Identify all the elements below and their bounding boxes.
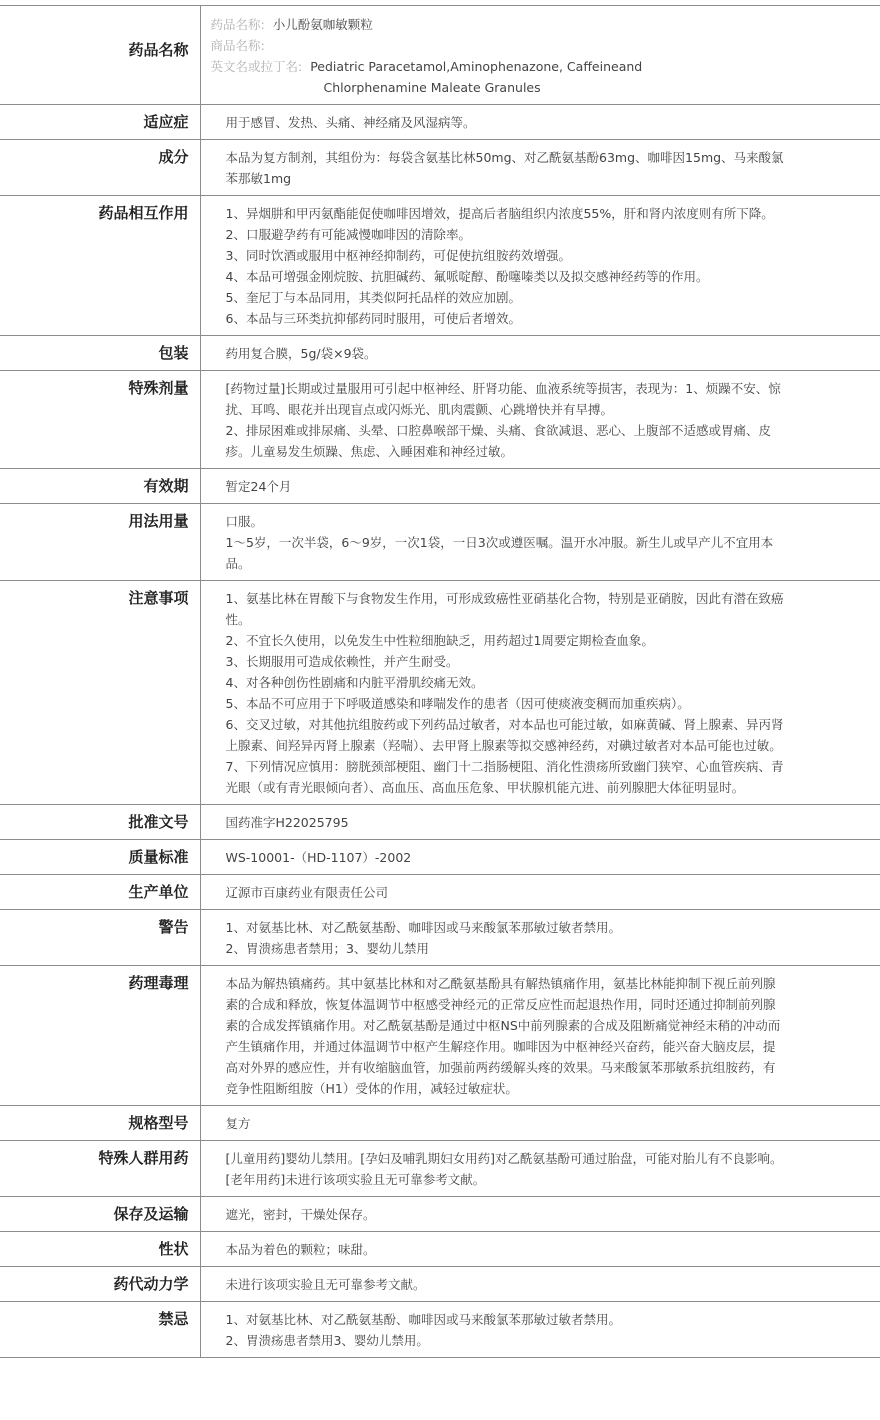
drug-info-table-body	[0, 6, 880, 1358]
row-value	[200, 140, 880, 196]
row-value	[200, 1141, 880, 1197]
row-label: 规格型号	[0, 1106, 200, 1141]
row-value	[200, 1197, 880, 1232]
row-value	[200, 105, 880, 140]
row-label: 警告	[0, 910, 200, 966]
row-label: 性状	[0, 1232, 200, 1267]
row-value-line: 3、同时饮酒或服用中枢神经抑制药，可促使抗组胺药效增强。	[225, 248, 571, 263]
info-row	[0, 371, 880, 469]
row-value	[200, 966, 880, 1106]
row-label: 药品相互作用	[0, 196, 200, 336]
row-value-line: 国药准字H22025795	[225, 815, 349, 830]
row-value-line: 未进行该项实验且无可靠参考文献。	[225, 1277, 426, 1292]
row-value-line: 口服。	[225, 514, 264, 529]
info-row	[0, 469, 880, 504]
info-row	[0, 1106, 880, 1141]
row-value-line: 遮光，密封，干燥处保存。	[225, 1207, 376, 1222]
row-value	[200, 504, 880, 581]
drug-name-block	[200, 6, 880, 105]
row-value-line: 4、本品可增强金刚烷胺、抗胆碱药、氟哌啶醇、酚噻嗪类以及拟交感神经药等的作用。	[225, 269, 709, 284]
drug-info-table	[0, 5, 880, 1358]
row-value-line: 2、口服避孕药有可能减慢咖啡因的清除率。	[225, 227, 471, 242]
info-row	[0, 196, 880, 336]
row-value-line: 1、对氨基比林、对乙酰氨基酚、咖啡因或马来酸氯苯那敏过敏者禁用。	[225, 920, 621, 935]
row-label: 保存及运输	[0, 1197, 200, 1232]
row-label: 药代动力学	[0, 1267, 200, 1302]
english-name-line	[211, 56, 871, 77]
row-value-line: 用于感冒、发热、头痛、神经痛及风湿病等。	[225, 115, 476, 130]
row-value	[200, 840, 880, 875]
row-value-line: 暂定24个月	[225, 479, 292, 494]
row-value	[200, 805, 880, 840]
row-label: 禁忌	[0, 1302, 200, 1358]
info-row	[0, 504, 880, 581]
row-value	[200, 875, 880, 910]
row-value-line: 1、异烟肼和甲丙氨酯能促使咖啡因增效，提高后者脑组织内浓度55%，肝和肾内浓度则有所下降。	[225, 206, 774, 221]
row-value	[200, 1302, 880, 1358]
row-value-line: 6、交叉过敏，对其他抗组胺药或下列药品过敏者，对本品也可能过敏，如麻黄碱、肾上腺素、异丙肾上腺素、间羟异丙肾上腺素（羟喘）、去甲肾上腺素等拟交感神经药，对碘过敏者对本品可能也过敏。	[225, 717, 784, 753]
row-label: 质量标准	[0, 840, 200, 875]
row-value-line: 4、对各种创伤性剧痛和内脏平滑肌绞痛无效。	[225, 675, 484, 690]
english-name-value-line1: Pediatric Paracetamol,Aminophenazone, Caffeineand	[310, 59, 643, 74]
info-row	[0, 1232, 880, 1267]
row-value	[200, 196, 880, 336]
english-name-key: 英文名或拉丁名:	[210, 59, 303, 74]
info-row	[0, 840, 880, 875]
info-row	[0, 1141, 880, 1197]
info-row	[0, 966, 880, 1106]
row-value-line: 5、奎尼丁与本品同用，其类似阿托品样的效应加剧。	[225, 290, 521, 305]
row-value-line: 1、对氨基比林、对乙酰氨基酚、咖啡因或马来酸氯苯那敏过敏者禁用。	[225, 1312, 621, 1327]
row-value-line: 2、不宜长久使用，以免发生中性粒细胞缺乏，用药超过1周要定期检查血象。	[225, 633, 654, 648]
info-row	[0, 140, 880, 196]
row-label: 批准文号	[0, 805, 200, 840]
row-value-line: 辽源市百康药业有限责任公司	[225, 885, 389, 900]
row-value-line: 复方	[225, 1116, 251, 1131]
generic-name-value: 小儿酚氨咖敏颗粒	[272, 17, 373, 32]
row-value-line: 6、本品与三环类抗抑郁药同时服用，可使后者增效。	[225, 311, 521, 326]
info-row	[0, 1302, 880, 1358]
info-row	[0, 581, 880, 805]
row-drug-name	[0, 6, 880, 105]
row-label-drug-name: 药品名称	[0, 6, 200, 105]
info-row	[0, 336, 880, 371]
row-value	[200, 1106, 880, 1141]
row-label: 适应症	[0, 105, 200, 140]
info-row	[0, 1267, 880, 1302]
row-value-line: 1～5岁，一次半袋，6～9岁，一次1袋，一日3次或遵医嘱。温开水冲服。新生儿或早产儿不宜用本品。	[225, 535, 774, 571]
row-value-line: 本品为解热镇痛药。其中氨基比林和对乙酰氨基酚具有解热镇痛作用，氨基比林能抑制下视丘前列腺素的合成和释放，恢复体温调节中枢感受神经元的正常反应性而起退热作用，同时还通过抑制前列腺素的合成发挥镇痛作用。对乙酰氨基酚是通过中枢NS中前列腺素的合成及阻断痛觉神经末稍的冲动而产生镇痛作用，并通过体温调节中枢产生解痉作用。咖啡因为中枢神经兴奋药，能兴奋大脑皮层，提高对外界的感应性，并有收缩脑血管，加强前两药缓解头疼的效果。马来酸氯苯那敏系抗组胺药，有竞争性阻断组胺（H1）受体的作用，减轻过敏症状。	[225, 976, 781, 1096]
row-value-line: [儿童用药]婴幼儿禁用。[孕妇及哺乳期妇女用药]对乙酰氨基酚可通过胎盘，可能对胎儿有不良影响。[老年用药]未进行该项实验且无可靠参考文献。	[225, 1151, 783, 1187]
row-value	[200, 469, 880, 504]
info-row	[0, 910, 880, 966]
row-value-line: 药用复合膜，5g/袋×9袋。	[225, 346, 377, 361]
row-value-line: 2、胃溃疡患者禁用3、婴幼儿禁用。	[225, 1333, 429, 1348]
row-value-line: [药物过量]长期或过量服用可引起中枢神经、肝肾功能、血液系统等损害，表现为：1、烦躁不安、惊扰、耳鸣、眼花并出现盲点或闪烁光、肌肉震颤、心跳增快并有早搏。	[225, 381, 781, 417]
info-row	[0, 805, 880, 840]
info-row	[0, 105, 880, 140]
row-value	[200, 581, 880, 805]
row-value-line: 3、长期服用可造成依赖性，并产生耐受。	[225, 654, 459, 669]
generic-name-key: 药品名称:	[210, 17, 265, 32]
row-label: 生产单位	[0, 875, 200, 910]
row-label: 特殊人群用药	[0, 1141, 200, 1197]
info-row	[0, 875, 880, 910]
english-name-value-line2: Chlorphenamine Maleate Granules	[323, 80, 541, 95]
row-label: 成分	[0, 140, 200, 196]
info-row	[0, 1197, 880, 1232]
row-value	[200, 910, 880, 966]
trade-name-key: 商品名称:	[210, 38, 265, 53]
row-label: 有效期	[0, 469, 200, 504]
row-value-line: 7、下列情况应慎用：膀胱颈部梗阻、幽门十二指肠梗阻、消化性溃疡所致幽门狭窄、心血管疾病、青光眼（或有青光眼倾向者）、高血压、高血压危象、甲状腺机能亢进、前列腺肥大体征明显时。	[225, 759, 784, 795]
row-label: 特殊剂量	[0, 371, 200, 469]
trade-name-line	[211, 35, 871, 56]
generic-name-line	[211, 14, 871, 35]
row-value-line: 本品为着色的颗粒；味甜。	[225, 1242, 376, 1257]
row-value-line: 本品为复方制剂，其组份为：每袋含氨基比林50mg、对乙酰氨基酚63mg、咖啡因15mg、马来酸氯苯那敏1mg	[225, 150, 784, 186]
row-label: 药理毒理	[0, 966, 200, 1106]
row-value-line: 5、本品不可应用于下呼吸道感染和哮喘发作的患者（因可使痰液变稠而加重疾病）。	[225, 696, 690, 711]
row-label: 注意事项	[0, 581, 200, 805]
row-value	[200, 371, 880, 469]
row-value-line: 1、氨基比林在胃酸下与食物发生作用，可形成致癌性亚硝基化合物，特别是亚硝胺，因此有潜在致癌性。	[225, 591, 784, 627]
row-label: 包装	[0, 336, 200, 371]
row-value	[200, 1232, 880, 1267]
row-label: 用法用量	[0, 504, 200, 581]
row-value-line: WS-10001-（HD-1107）-2002	[225, 850, 412, 865]
row-value-line: 2、胃溃疡患者禁用；3、婴幼儿禁用	[225, 941, 429, 956]
row-value	[200, 336, 880, 371]
row-value-line: 2、排尿困难或排尿痛、头晕、口腔鼻喉部干燥、头痛、食欲减退、恶心、上腹部不适感或胃痛、皮疹。儿童易发生烦躁、焦虑、入睡困难和神经过敏。	[225, 423, 771, 459]
row-value	[200, 1267, 880, 1302]
